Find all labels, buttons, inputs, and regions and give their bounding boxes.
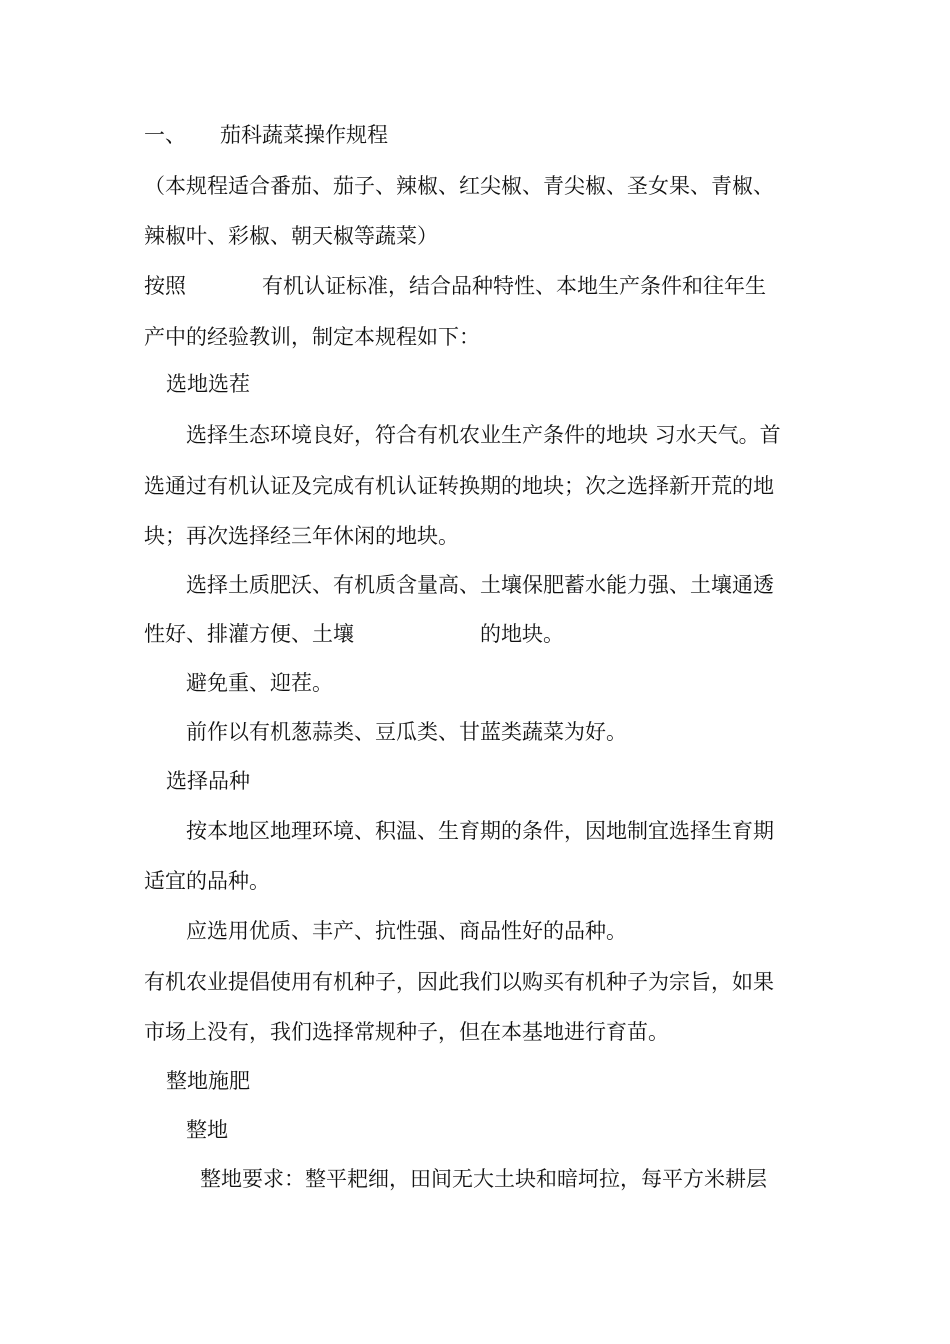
- leveling-para-1: 整地要求：整平耙细，田间无大土块和暗坷拉，每平方米耕层: [200, 1167, 767, 1191]
- intro-line-2: 产中的经验教训，制定本规程如下：: [144, 325, 480, 349]
- variety-para-1-line-1: 按本地区地理环境、积温、生育期的条件，因地制宜选择生育期: [186, 819, 774, 843]
- site-para-2-part-1: 性好、排灌方便、土壤: [144, 622, 354, 646]
- intro-line-1: [144, 272, 766, 300]
- site-para-2-line-1: 选择土质肥沃、有机质含量高、土壤保肥蓄水能力强、土壤通透: [186, 573, 774, 597]
- scope-line-2: 辣椒叶、彩椒、朝天椒等蔬菜）: [144, 224, 438, 248]
- variety-para-3-line-2: 市场上没有，我们选择常规种子，但在本基地进行育苗。: [144, 1020, 669, 1044]
- site-para-2-part-2: 的地块。: [480, 622, 564, 646]
- heading-soil-prep: 整地施肥: [166, 1069, 250, 1093]
- scope-line-1: （本规程适合番茄、茄子、辣椒、红尖椒、青尖椒、圣女果、青椒、: [144, 174, 774, 198]
- section-title-text: 茄科蔬菜操作规程: [220, 123, 388, 147]
- variety-para-3-line-1: 有机农业提倡使用有机种子，因此我们以购买有机种子为宗旨，如果: [144, 970, 774, 994]
- heading-variety-selection: 选择品种: [166, 769, 250, 793]
- site-para-1-line-2: 选通过有机认证及完成有机认证转换期的地块；次之选择新开荒的地: [144, 474, 774, 498]
- variety-para-1-line-2: 适宜的品种。: [144, 869, 270, 893]
- variety-para-2: 应选用优质、丰产、抗性强、商品性好的品种。: [186, 919, 627, 943]
- heading-site-selection: 选地选茬: [166, 372, 250, 396]
- intro-part-2: 有机认证标准，结合品种特性、本地生产条件和往年生: [262, 274, 766, 298]
- section-title: [144, 121, 388, 149]
- intro-part-1: 按照: [144, 274, 186, 298]
- subheading-land-leveling: 整地: [186, 1118, 228, 1142]
- site-para-4: 前作以有机葱蒜类、豆瓜类、甘蓝类蔬菜为好。: [186, 720, 627, 744]
- site-para-3: 避免重、迎茬。: [186, 671, 333, 695]
- site-para-1-line-1: 选择生态环境良好，符合有机农业生产条件的地块 习水天气。首: [186, 423, 781, 447]
- site-para-2-line-2: [144, 620, 564, 648]
- section-number: 一、: [144, 123, 186, 147]
- site-para-1-line-3: 块；再次选择经三年休闲的地块。: [144, 524, 459, 548]
